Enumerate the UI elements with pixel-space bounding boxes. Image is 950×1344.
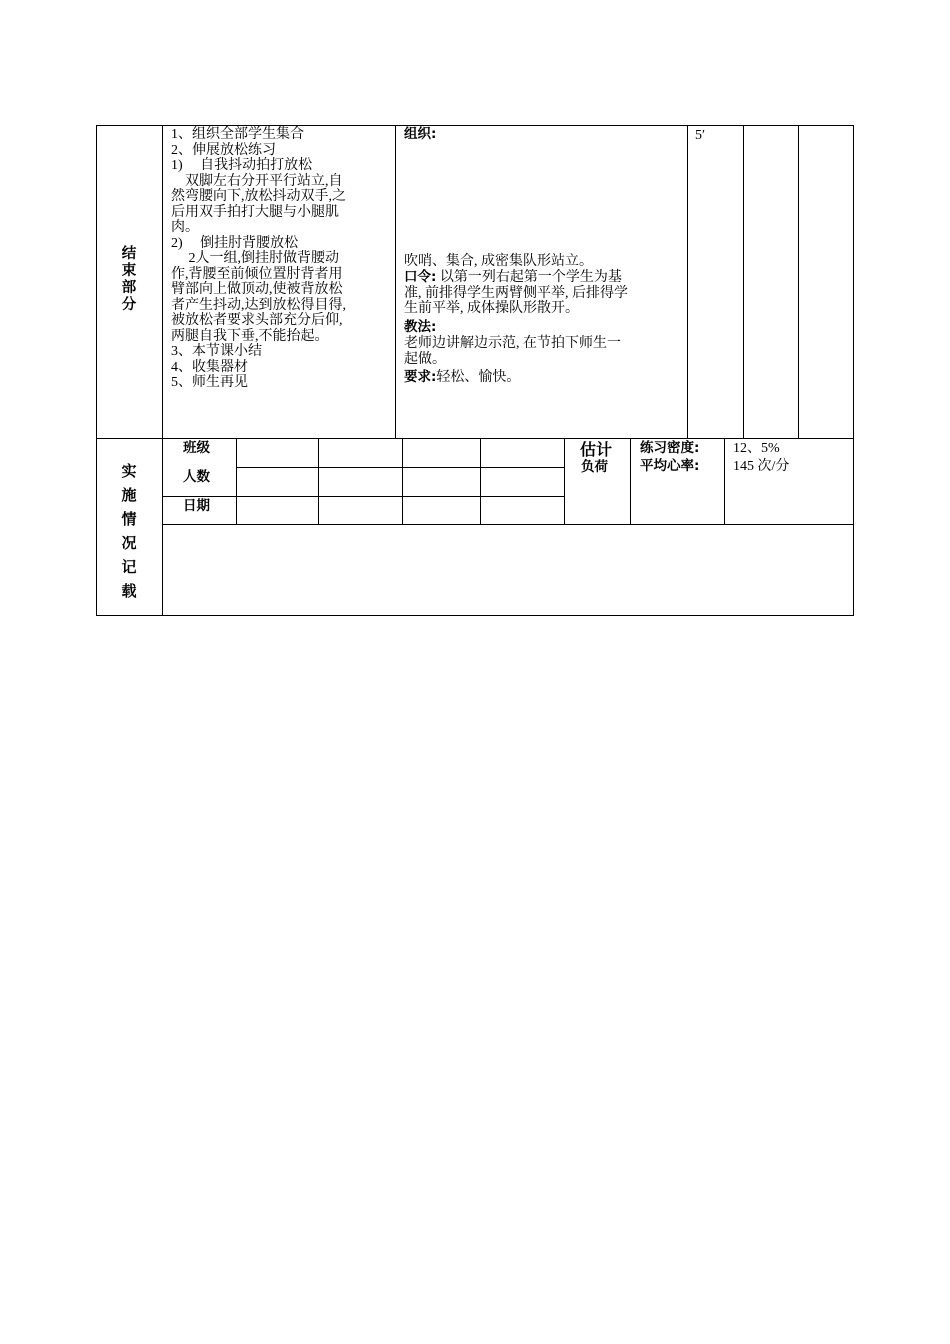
label-char: 记 xyxy=(121,558,137,576)
col-line xyxy=(798,125,799,438)
col-line xyxy=(402,438,403,524)
command-label: 口令: xyxy=(404,269,437,285)
content-line: 者产生抖动,达到放松得目得, xyxy=(171,297,346,313)
end-section-label xyxy=(120,246,138,314)
formation-row xyxy=(414,165,538,183)
load-label-line1: 估计 xyxy=(580,440,613,459)
density-value: 12、5% xyxy=(733,441,780,456)
time-value: 5′ xyxy=(695,128,706,143)
density-label: 练习密度: xyxy=(640,440,700,456)
record-divider xyxy=(162,524,854,525)
col-line xyxy=(687,125,688,438)
content-line: 肉。 xyxy=(171,220,199,235)
content-line: 作,背腰至前倾位置肘背者用 xyxy=(171,266,343,282)
org-title: 组织: xyxy=(404,126,437,142)
content-line: 臂部向上做顶动,使被背放松 xyxy=(171,282,343,297)
formation-row xyxy=(425,186,549,204)
col-line xyxy=(480,438,481,524)
method-line: 起做。 xyxy=(404,351,446,367)
label-char: 部 xyxy=(121,280,137,296)
content-line: 被放松者要求头部充分后仰, xyxy=(171,313,343,328)
col-line xyxy=(318,438,319,524)
record-row-line xyxy=(236,467,564,468)
content-line: 1、组织全部学生集合 xyxy=(171,127,304,142)
method-block xyxy=(404,336,686,367)
heart-rate-value: 145 次/分 xyxy=(733,459,790,474)
col-line xyxy=(236,438,237,524)
content-line: 双脚左右分开平行站立,自 xyxy=(171,173,343,189)
command-line: 生前平举, 成体操队形散开。 xyxy=(404,301,579,316)
requirement-block xyxy=(404,370,520,386)
content-line: 1) 自我抖动拍打放松 xyxy=(171,158,313,173)
requirement-text: 轻松、愉快。 xyxy=(436,370,521,385)
command-line: 以第一列右起第一个学生为基 xyxy=(436,270,622,285)
label-char: 情 xyxy=(121,510,137,528)
command-line: 准, 前排得学生两臂侧平举, 后排得学 xyxy=(404,285,628,301)
col-line xyxy=(724,438,725,524)
formation-row xyxy=(425,208,549,226)
content-line: 两腿自我下垂,不能抬起。 xyxy=(171,328,329,344)
label-char: 况 xyxy=(121,534,137,552)
label-char: 结 xyxy=(121,246,137,262)
record-section-label xyxy=(120,459,138,603)
col-line xyxy=(395,125,396,438)
content-line: 后用双手拍打大腿与小腿肌 xyxy=(171,204,339,220)
col-line xyxy=(743,125,744,438)
content-line: 2、伸展放松练习 xyxy=(171,142,276,158)
content-line: 3、本节课小结 xyxy=(171,344,262,359)
label-char: 实 xyxy=(121,462,137,480)
section-divider xyxy=(96,438,854,439)
col-line xyxy=(630,438,631,524)
label-char: 载 xyxy=(121,582,137,600)
content-line: 5、师生再见 xyxy=(171,375,248,390)
label-char: 束 xyxy=(121,263,137,279)
content-line: 2人一组,倒挂肘做背腰动 xyxy=(171,251,339,266)
load-label-line2: 负荷 xyxy=(581,459,608,475)
content-line: 4、收集器材 xyxy=(171,359,248,375)
label-char: 施 xyxy=(121,486,137,504)
count-label: 人数 xyxy=(183,469,210,485)
method-label: 教法: xyxy=(404,319,437,335)
heart-rate-label: 平均心率: xyxy=(640,458,700,474)
content-line: 2) 倒挂肘背腰放松 xyxy=(171,235,299,251)
command-block xyxy=(404,270,686,317)
class-label: 班级 xyxy=(183,440,210,456)
formation-row xyxy=(414,143,538,161)
record-row-line xyxy=(162,496,564,497)
date-label: 日期 xyxy=(183,498,210,514)
end-section-content xyxy=(171,127,393,391)
col-line xyxy=(564,438,565,524)
col-line xyxy=(162,125,163,616)
method-line: 老师边讲解边示范, 在节拍下师生一 xyxy=(404,336,621,351)
requirement-label: 要求: xyxy=(404,369,437,385)
content-line: 然弯腰向下,放松抖动双手,之 xyxy=(171,189,346,204)
whistle-text: 吹哨、集合, 成密集队形站立。 xyxy=(404,254,593,269)
label-char: 分 xyxy=(121,297,137,313)
